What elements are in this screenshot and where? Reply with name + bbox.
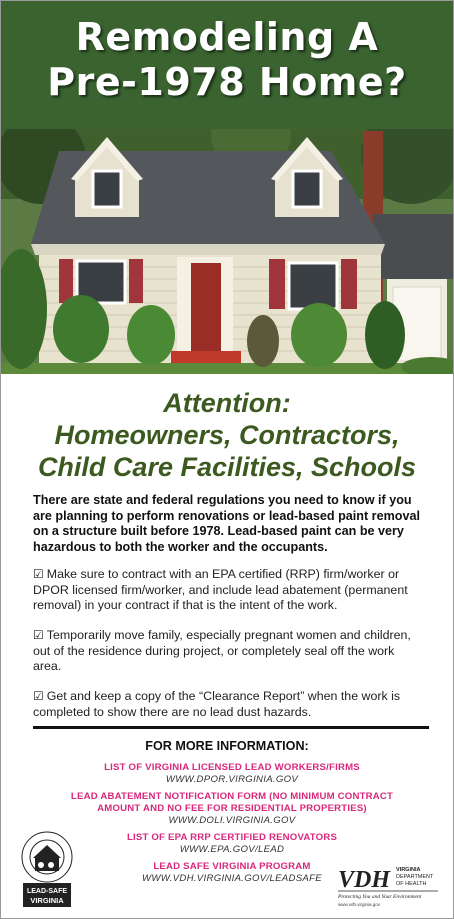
title-banner [1,1,453,129]
checkbox-icon: ☑ [33,628,44,642]
title-line-2: Pre-1978 Home? [47,60,407,104]
attention-label: Attention: [163,388,291,418]
checklist-item [33,689,423,720]
checkbox-icon: ☑ [33,567,44,581]
vdh-dept-2: DEPARTMENT [396,874,434,880]
resource-label: LEAD SAFE VIRGINIA PROGRAM [153,861,311,872]
logo-line-1: LEAD-SAFE [26,888,68,895]
divider [33,726,429,729]
audience-line-2: Child Care Facilities, Schools [37,452,417,482]
vdh-mark: VDH [338,867,391,893]
vdh-dept-1: VIRGINIA [396,867,421,873]
vdh-logo [338,863,438,909]
attention-heading [1,387,453,483]
resource-link[interactable]: WWW.EPA.GOV/LEAD [179,844,285,855]
audience-line-1: Homeowners, Contractors, [54,420,400,450]
vdh-dept-3: OF HEALTH [396,881,427,887]
more-info-heading: FOR MORE INFORMATION: [145,739,309,753]
checklist-text: Get and keep a copy of the “Clearance Report” when the work is completed to show there are no lead dust hazards. [33,689,401,719]
title-line-1: Remodeling A [75,15,379,59]
resource-label: LEAD ABATEMENT NOTIFICATION FORM (NO MINIMUM CONTRACT AMOUNT AND NO FEE FOR RESIDENTIAL PROPERTIES) [70,791,394,814]
resource-link[interactable]: WWW.DOLI.VIRGINIA.GOV [168,815,296,826]
checkbox-icon: ☑ [33,689,44,703]
resource-link[interactable]: WWW.VDH.VIRGINIA.GOV/LEADSAFE [142,873,322,884]
vdh-url: www.vdh.virginia.gov [338,902,381,907]
page-title [1,1,453,105]
house-photo [1,129,453,374]
checklist-text: Temporarily move family, especially pregnant women and children, out of the residence during project, or completely seal off the work area. [33,628,411,673]
resource-link[interactable]: WWW.DPOR.VIRGINIA.GOV [165,774,299,785]
vdh-tagline: Protecting You and Your Environment [338,894,422,900]
checklist-item [33,628,423,675]
resource-label: LIST OF VIRGINIA LICENSED LEAD WORKERS/FIRMS [104,762,360,773]
intro-paragraph: There are state and federal regulations you need to know if you are planning to perform renovations or lead-based paint removal on a structure built before 1978. Lead-based paint can be very hazardous to both the worker and the occupants. [33,493,420,554]
logo-line-2: VIRGINIA [30,896,64,905]
lead-safe-virginia-logo [19,827,75,909]
checklist-text: Make sure to contract with an EPA certified (RRP) firm/worker or DPOR licensed firm/worker, and include lead abatement (permanent removal) in your contract if that is the intent of the work. [33,567,408,612]
checklist-item [33,567,423,614]
resource-label: LIST OF EPA RRP CERTIFIED RENOVATORS [126,832,338,843]
